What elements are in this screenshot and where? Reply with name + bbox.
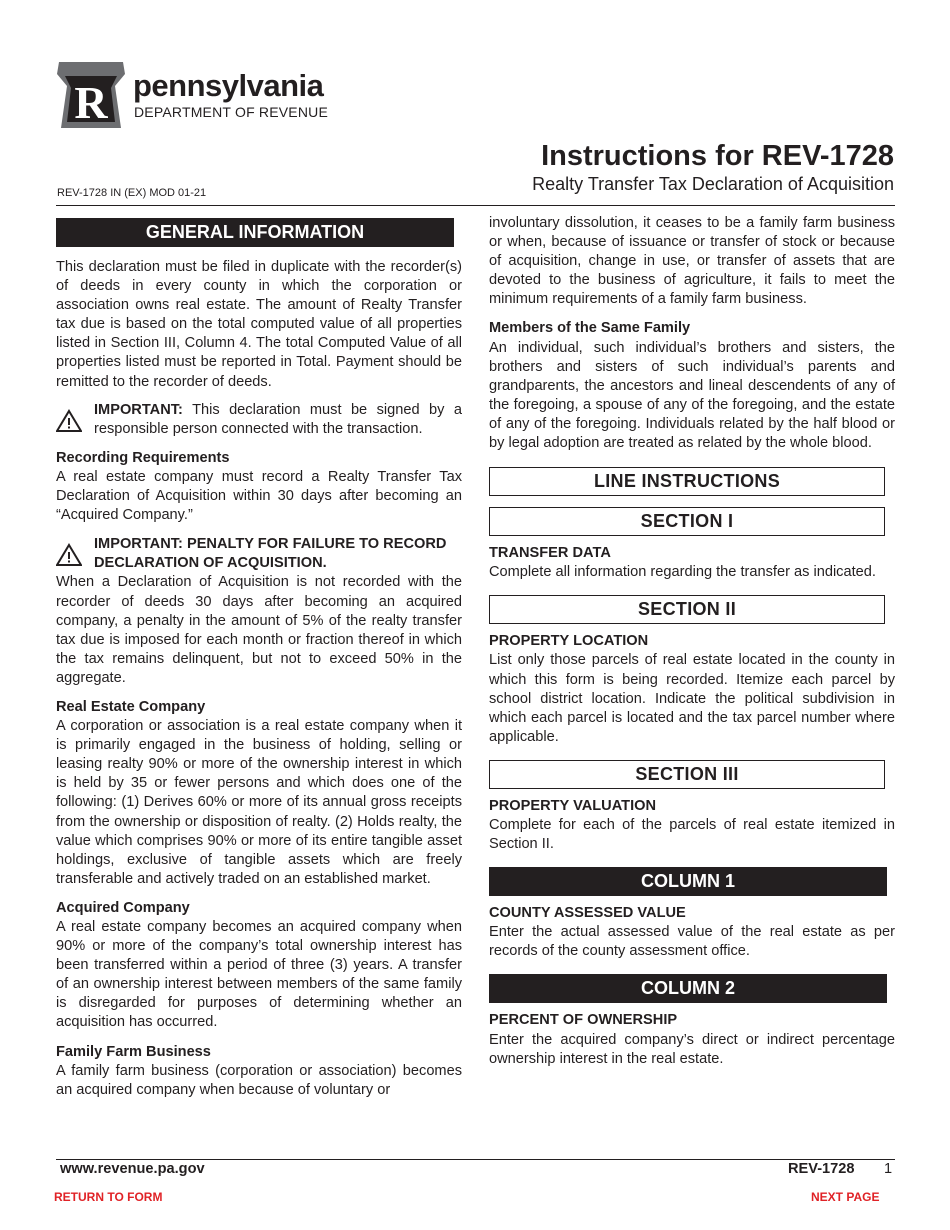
recording-requirements-heading: Recording Requirements	[56, 449, 230, 466]
header-divider	[56, 205, 895, 206]
section-1-subheading: TRANSFER DATA	[489, 545, 611, 562]
column-1-subheading: COUNTY ASSESSED VALUE	[489, 905, 686, 922]
acquired-company-text: A real estate company becomes an acquired company when 90% or more of the company’s total ownership interest has been transferred within a period of three (3) years. A transfer of an ownership interest between members of the same family is disregarded for purposes of determining whether an acquisition has occurred.	[56, 919, 462, 1031]
website-url: www.revenue.pa.gov	[60, 1161, 205, 1177]
column-1-text: Enter the actual assessed value of the real estate as per records of the county assessment office.	[489, 924, 895, 960]
family-farm-business-text: A family farm business (corporation or association) becomes an acquired company when because of voluntary or	[56, 1062, 462, 1098]
section-3-header: SECTION III	[489, 760, 885, 789]
section-1-header: SECTION I	[489, 507, 885, 536]
footer-divider	[56, 1159, 895, 1160]
keystone-r-icon	[55, 60, 127, 130]
general-information-text: This declaration must be filed in duplicate with the recorder(s) of deeds in every county in which the corporation or association owns real estate. The amount of Realty Transfer tax due is based on the total computed value of all properties listed in Section III, Column 4. The total Computed Value of all properties listed must be reported in Total. Payment should be remitted to the recorder of deeds.	[56, 259, 462, 390]
form-code: REV-1728 IN (EX) MOD 01-21	[57, 187, 207, 199]
left-column	[56, 214, 462, 1100]
section-2-header: SECTION II	[489, 595, 885, 624]
members-same-family-text: An individual, such individual’s brothers and sisters, the brothers and sisters of such individual’s parents and grandparents, the ancestors and lineal descendents of any of the foregoing, a spouse of any of the foregoing, and the estate of any of the foregoing. Individuals related by the half blood or by legal adoption are treated as related by the whole blood.	[489, 339, 895, 452]
page-subtitle: Realty Transfer Tax Declaration of Acquisition	[532, 174, 894, 194]
section-3-text: Complete for each of the parcels of real estate itemized in Section II.	[489, 816, 895, 853]
return-to-form-link[interactable]: RETURN TO FORM	[54, 1190, 163, 1204]
column-2-subheading: PERCENT OF OWNERSHIP	[489, 1012, 678, 1029]
recording-requirements-text: A real estate company must record a Realty Transfer Tax Declaration of Acquisition within 30 days after becoming an “Acquired Company.”	[56, 468, 462, 524]
brand-name: pennsylvania	[133, 68, 324, 103]
family-farm-business-continued: involuntary dissolution, it ceases to be a family farm business or when, because of issuance or transfer of stock or because of acquisition, change in use, or transfer of assets that are devoted to the business of agriculture, it fails to meet the minimum requirements of a family farm business.	[489, 215, 895, 308]
page-title: Instructions for REV-1728	[541, 140, 894, 172]
warning-icon	[56, 401, 94, 439]
right-column	[489, 214, 895, 1069]
column-2-text: Enter the acquired company’s direct or indirect percentage ownership interest in the real estate.	[489, 1031, 895, 1067]
warning-icon	[56, 535, 94, 573]
real-estate-company-text: A corporation or association is a real estate company when it is primarily engaged in the business of holding, selling or leasing realty 90% or more of the ownership interest in which is held by 35 or fewer persons and which does one of the following: (1) Derives 60% or more of its annual gross receipts from the ownership or disposition of realty. (2) Holds realty, the value which comprises 90% or more of its entire tangible asset holdings, exclusive of tangible assets which are freely transferable and actively traded on an established market.	[56, 718, 462, 887]
section-2-subheading: PROPERTY LOCATION	[489, 633, 649, 650]
important-text: This declaration must be signed by a responsible person connected with the transaction.	[94, 401, 462, 437]
footer-form-code: REV-1728	[788, 1161, 855, 1177]
logo-letter: R	[74, 77, 108, 128]
line-instructions-header: LINE INSTRUCTIONS	[489, 467, 885, 496]
column-2-header: COLUMN 2	[489, 974, 887, 1003]
next-page-link[interactable]: NEXT PAGE	[811, 1190, 880, 1204]
real-estate-company-heading: Real Estate Company	[56, 698, 206, 715]
column-1-header: COLUMN 1	[489, 867, 887, 896]
members-same-family-heading: Members of the Same Family	[489, 320, 691, 337]
penalty-heading: IMPORTANT: PENALTY FOR FAILURE TO RECORD DECLARATION OF ACQUISITION.	[94, 536, 447, 572]
pa-revenue-logo	[55, 60, 335, 130]
acquired-company-heading: Acquired Company	[56, 899, 190, 916]
department-name: DEPARTMENT OF REVENUE	[134, 104, 329, 120]
section-3-subheading: PROPERTY VALUATION	[489, 797, 657, 814]
important-label: IMPORTANT:	[94, 401, 183, 418]
section-2-text: List only those parcels of real estate located in the county in which this form is being recorded. Itemize each parcel by school district location. Indicate the political subdivision in which each parcel is located and the tax parcel number where applicable.	[489, 652, 895, 745]
important-notice-penalty	[56, 535, 462, 573]
important-notice-signature	[56, 401, 462, 439]
family-farm-business-heading: Family Farm Business	[56, 1043, 211, 1060]
penalty-text: When a Declaration of Acquisition is not recorded with the recorder of deeds 30 days after becoming an acquired company, a penalty in the amount of 5% of the realty transfer tax due is imposed for each month or fraction thereof in which the tax remains delinquent, but not to exceed 50% in the aggregate.	[56, 574, 462, 686]
section-1-text: Complete all information regarding the transfer as indicated.	[489, 564, 876, 581]
general-information-header: GENERAL INFORMATION	[56, 218, 454, 247]
page-number: 1	[884, 1161, 893, 1177]
